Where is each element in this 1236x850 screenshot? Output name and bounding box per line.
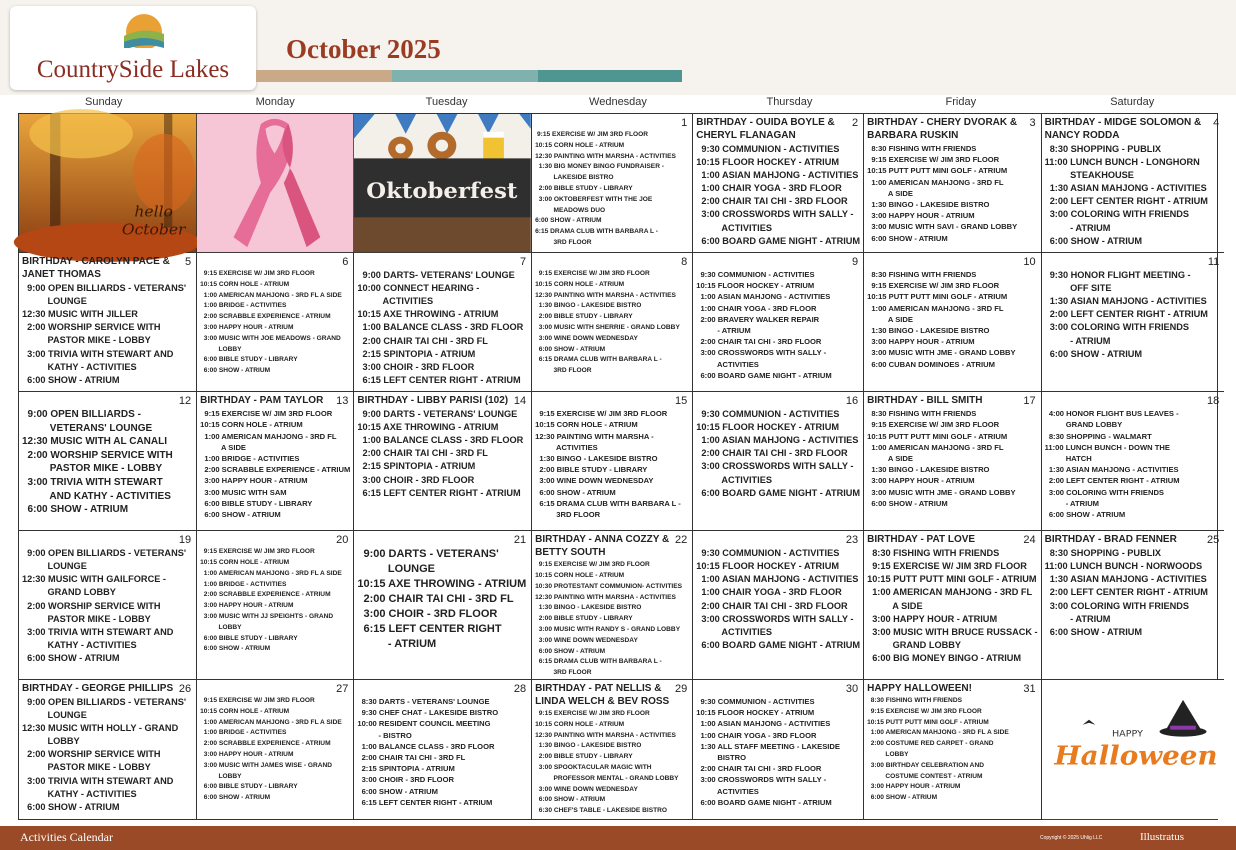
event-list: 8:30 DARTS - VETERANS' LOUNGE 9:30 CHEF CHAT - LAKESIDE BISTRO 10:00 RESIDENT COUNCIL MEETING - BISTRO 1:00 BALANCE CLASS - 3RD FLOOR 2:00 CHAIR TAI CHI - 3RD FL 2:15 SPINTOPIA - ATRIUM 3:00 CHOIR - 3RD FLOOR 6:00 SHOW - ATRIUM 6:15 LEFT CENTER RIGHT - ATRIUM bbox=[357, 696, 499, 807]
day-cell-29 bbox=[532, 680, 693, 819]
birthday-heading: BIRTHDAY - GEORGE PHILLIPS bbox=[22, 682, 174, 694]
day-number: 14 bbox=[513, 395, 527, 408]
event-list: 9:15 EXERCISE W/ JIM 3RD FLOOR 10:15 CORN HOLE - ATRIUM 1:00 AMERICAN MAHJONG - 3RD FL A SIDE 1:00 BRIDGE - ACTIVITIES 2:00 SCRABBLE EXPERIENCE - ATRIUM 3:00 HAPPY HOUR - ATRIUM 3:00 MUSIC WITH JOE MEADOWS - GRAND LOBBY 6:00 BIBLE STUDY - LIBRARY 6:00 SHOW - ATRIUM bbox=[200, 270, 342, 375]
birthday-heading: BIRTHDAY - CHERY DVORAK & BARBARA RUSKIN bbox=[867, 117, 1018, 141]
birthday-heading: BIRTHDAY - OUIDA BOYLE & CHERYL FLANAGAN bbox=[696, 117, 835, 141]
day-cell-27 bbox=[197, 680, 354, 819]
event-list: 9:30 COMMUNION - ACTIVITIES 10:15 FLOOR HOCKEY - ATRIUM 1:00 ASIAN MAHJONG - ACTIVITIES 1:00 CHAIR YOGA - 3RD FLOOR 1:30 ALL STAFF MEETING - LAKESIDE BISTRO 2:00 CHAIR TAI CHI - 3RD FLOOR 3:00 CROSSWORDS WITH SALLY - ACTIVITIES 6:00 BOARD GAME NIGHT - ATRIUM bbox=[696, 696, 840, 807]
event-list: 9:00 DARTS - VETERANS' LOUNGE 10:15 AXE THROWING - ATRIUM 2:00 CHAIR TAI CHI - 3RD FL 3:00 CHOIR - 3RD FLOOR 6:15 LEFT CENTER RIGHT - ATRIUM bbox=[357, 548, 527, 651]
day-cell-5 bbox=[19, 253, 197, 392]
header-bar-tan bbox=[256, 70, 392, 82]
event-list: 9:15 EXERCISE W/ JIM 3RD FLOOR 10:15 CORN HOLE - ATRIUM 12:30 PAINTING WITH MARSHA - ACTIVITIES 1:30 BINGO - LAKESIDE BISTRO 2:00 BIBLE STUDY - LIBRARY 3:00 MUSIC WITH SHERRIE - GRAND LOBBY 3:00 WINE DOWN WEDNESDAY 6:00 SHOW - ATRIUM 6:15 DRAMA CLUB WITH BARBARA L - 3RD FLOOR bbox=[535, 270, 680, 375]
pink-ribbon-image bbox=[197, 114, 353, 252]
day-cell-9 bbox=[693, 253, 864, 392]
day-cell-20 bbox=[197, 531, 354, 680]
day-number: 12 bbox=[178, 395, 192, 408]
event-list: 8:30 FISHING WITH FRIENDS 9:15 EXERCISE W/ JIM 3RD FLOOR 10:15 PUTT PUTT MINI GOLF - ATRIUM 1:00 AMERICAN MAHJONG - 3RD FL A SIDE 1:30 BINGO - LAKESIDE BISTRO 3:00 HAPPY HOUR - ATRIUM 3:00 MUSIC WITH JME - GRAND LOBBY 6:00 SHOW - ATRIUM bbox=[867, 409, 1016, 508]
day-cell-4 bbox=[1042, 114, 1225, 253]
day-cell-6 bbox=[197, 253, 354, 392]
day-cell-15 bbox=[532, 392, 693, 531]
calendar-grid bbox=[18, 113, 1218, 820]
event-list: 9:00 DARTS - VETERANS' LOUNGE 10:15 AXE THROWING - ATRIUM 1:00 BALANCE CLASS - 3RD FLOOR 2:00 CHAIR TAI CHI - 3RD FL 2:15 SPINTOPIA - ATRIUM 3:00 CHOIR - 3RD FLOOR 6:15 LEFT CENTER RIGHT - ATRIUM bbox=[357, 409, 524, 498]
sun-lake-logo-icon bbox=[118, 12, 170, 56]
event-list: 9:15 EXERCISE W/ JIM 3RD FLOOR 10:15 CORN HOLE - ATRIUM 1:00 AMERICAN MAHJONG - 3RD FL A SIDE 1:00 BRIDGE - ACTIVITIES 2:00 SCRABBLE EXPERIENCE - ATRIUM 3:00 HAPPY HOUR - ATRIUM 3:00 MUSIC WITH SAM 6:00 BIBLE STUDY - LIBRARY 6:00 SHOW - ATRIUM bbox=[200, 409, 351, 519]
day-number: 1 bbox=[681, 117, 688, 129]
svg-text:HAPPY: HAPPY bbox=[1111, 728, 1143, 740]
day-number: 29 bbox=[674, 682, 688, 695]
weekday-label: Saturday bbox=[1110, 96, 1155, 108]
day-number: 6 bbox=[342, 256, 349, 269]
event-list: 8:30 FISHING WITH FRIENDS 9:15 EXERCISE W/ JIM 3RD FLOOR 10:15 PUTT PUTT MINI GOLF - ATRIUM 1:00 AMERICAN MAHJONG - 3RD FL A SIDE 1:30 BINGO - LAKESIDE BISTRO 3:00 HAPPY HOUR - ATRIUM 3:00 MUSIC WITH JME - GRAND LOBBY 6:00 CUBAN DOMINOES - ATRIUM bbox=[867, 270, 1016, 369]
day-number: 28 bbox=[513, 682, 527, 695]
brand-name: Illustratus bbox=[1140, 831, 1184, 843]
day-number: 4 bbox=[1213, 117, 1220, 129]
happy-halloween-image bbox=[1042, 680, 1225, 819]
image-cell bbox=[19, 114, 197, 253]
birthday-heading: BIRTHDAY - PAT LOVE bbox=[867, 534, 976, 546]
event-list: 8:30 SHOPPING - PUBLIX 11:00 LUNCH BUNCH - LONGHORN STEAKHOUSE 1:30 ASIAN MAHJONG - ACTIVITIES 2:00 LEFT CENTER RIGHT - ATRIUM 3:00 COLORING WITH FRIENDS - ATRIUM 6:00 SHOW - ATRIUM bbox=[1044, 144, 1208, 246]
day-cell-17 bbox=[864, 392, 1042, 531]
footer-label: Activities Calendar bbox=[20, 830, 113, 844]
event-list: 9:00 OPEN BILLIARDS - VETERANS' LOUNGE 12:30 MUSIC WITH AL CANALI 2:00 WORSHIP SERVICE WITH PASTOR MIKE - LOBBY 3:00 TRIVIA WITH STEWART AND KATHY - ACTIVITIES 6:00 SHOW - ATRIUM bbox=[22, 409, 173, 516]
event-list: 4:00 HONOR FLIGHT BUS LEAVES - GRAND LOBBY 8:30 SHOPPING - WALMART 11:00 LUNCH BUNCH - DOWN THE HATCH 1:30 ASIAN MAHJONG - ACTIVITIES 2:00 LEFT CENTER RIGHT - ATRIUM 3:00 COLORING WITH FRIENDS - ATRIUM 6:00 SHOW - ATRIUM bbox=[1044, 409, 1180, 519]
oktoberfest-text: Oktoberfest bbox=[366, 178, 518, 204]
day-number: 11 bbox=[1207, 256, 1220, 269]
day-number: 13 bbox=[336, 395, 349, 408]
day-cell-3 bbox=[864, 114, 1042, 253]
month-title: October 2025 bbox=[286, 34, 441, 64]
event-list: 9:00 OPEN BILLIARDS - VETERANS' LOUNGE 12:30 MUSIC WITH HOLLY - GRAND LOBBY 2:00 WORSHIP SERVICE WITH PASTOR MIKE - LOBBY 3:00 TRIVIA WITH STEWART AND KATHY - ACTIVITIES 6:00 SHOW - ATRIUM bbox=[22, 696, 187, 812]
day-number: 7 bbox=[520, 256, 527, 269]
birthday-heading: BIRTHDAY - PAM TAYLOR bbox=[200, 395, 324, 407]
day-cell-23 bbox=[693, 531, 864, 680]
event-list: 9:30 COMMUNION - ACTIVITIES 10:15 FLOOR HOCKEY - ATRIUM 1:00 ASIAN MAHJONG - ACTIVITIES 2:00 CHAIR TAI CHI - 3RD FLOOR 3:00 CROSSWORDS WITH SALLY - ACTIVITIES 6:00 BOARD GAME NIGHT - ATRIUM bbox=[696, 409, 861, 498]
day-cell-25 bbox=[1042, 531, 1225, 680]
day-cell-10 bbox=[864, 253, 1042, 392]
weekday-label: Wednesday bbox=[589, 96, 647, 108]
logo bbox=[10, 6, 256, 90]
birthday-heading: BIRTHDAY - ANNA COZZY & BETTY SOUTH bbox=[535, 534, 670, 559]
event-list: 9:30 HONOR FLIGHT MEETING - OFF SITE 1:30 ASIAN MAHJONG - ACTIVITIES 2:00 LEFT CENTER RIGHT - ATRIUM 3:00 COLORING WITH FRIENDS - ATRIUM 6:00 SHOW - ATRIUM bbox=[1049, 270, 1208, 359]
day-number: 31 bbox=[1023, 682, 1036, 695]
day-cell-26 bbox=[19, 680, 197, 819]
event-list: 8:30 FISHING WITH FRIENDS 9:15 EXERCISE W/ JIM 3RD FLOOR 10:15 PUTT PUTT MINI GOLF - ATRIUM 1:00 AMERICAN MAHJONG - 3RD FL A SIDE 3:00 HAPPY HOUR - ATRIUM 3:00 MUSIC WITH BRUCE RUSSACK - GRAND LOBBY 6:00 BIG MONEY BINGO - ATRIUM bbox=[867, 548, 1038, 663]
day-cell-12 bbox=[19, 392, 197, 531]
weekday-label: Tuesday bbox=[425, 96, 468, 108]
event-list: 8:30 SHOPPING - PUBLIX 11:00 LUNCH BUNCH - NORWOODS 1:30 ASIAN MAHJONG - ACTIVITIES 2:00 LEFT CENTER RIGHT - ATRIUM 3:00 COLORING WITH FRIENDS - ATRIUM 6:00 SHOW - ATRIUM bbox=[1044, 548, 1208, 637]
copyright: Copyright © 2025 Uhlig LLC bbox=[1040, 835, 1103, 841]
event-list: 9:15 EXERCISE W/ JIM 3RD FLOOR 10:15 CORN HOLE - ATRIUM 1:00 AMERICAN MAHJONG - 3RD FL A SIDE 1:00 BRIDGE - ACTIVITIES 2:00 SCRABBLE EXPERIENCE - ATRIUM 3:00 HAPPY HOUR - ATRIUM 3:00 MUSIC WITH JJ SPEIGHTS - GRAND LOBBY 6:00 BIBLE STUDY - LIBRARY 6:00 SHOW - ATRIUM bbox=[200, 548, 342, 653]
weekday-header bbox=[18, 96, 1218, 112]
day-number: 9 bbox=[851, 256, 859, 269]
day-cell-1 bbox=[532, 114, 693, 253]
svg-text:Halloween: Halloween bbox=[1054, 741, 1218, 772]
day-cell-11 bbox=[1042, 253, 1225, 392]
day-cell-30 bbox=[693, 680, 864, 819]
day-number: 17 bbox=[1023, 395, 1036, 408]
day-number: 2 bbox=[851, 117, 859, 129]
day-cell-18 bbox=[1042, 392, 1225, 531]
day-cell-2 bbox=[693, 114, 864, 253]
header-bar-teal bbox=[538, 70, 682, 82]
day-cell-24 bbox=[864, 531, 1042, 680]
day-number: 22 bbox=[674, 534, 688, 547]
image-cell bbox=[197, 114, 354, 253]
day-number: 26 bbox=[178, 682, 192, 695]
day-cell-28 bbox=[354, 680, 532, 819]
day-number: 3 bbox=[1029, 117, 1036, 129]
footer bbox=[0, 826, 1236, 850]
event-list: 9:30 COMMUNION - ACTIVITIES 10:15 FLOOR HOCKEY - ATRIUM 1:00 ASIAN MAHJONG - ACTIVITIES 1:00 CHAIR YOGA - 3RD FLOOR 2:00 CHAIR TAI CHI - 3RD FLOOR 3:00 CROSSWORDS WITH SALLY - ACTIVITIES 6:00 BOARD GAME NIGHT - ATRIUM bbox=[696, 548, 861, 650]
day-number: 24 bbox=[1023, 534, 1036, 547]
day-number: 18 bbox=[1207, 395, 1220, 408]
day-number: 21 bbox=[513, 534, 527, 547]
birthday-heading: BIRTHDAY - CAROLYN PACE & JANET THOMAS bbox=[22, 256, 170, 281]
day-number: 20 bbox=[336, 534, 349, 547]
day-number: 25 bbox=[1207, 534, 1220, 547]
header-bar-teal-light bbox=[392, 70, 538, 82]
weekday-label: Thursday bbox=[766, 96, 813, 108]
day-cell-14 bbox=[354, 392, 532, 531]
weekday-label: Monday bbox=[255, 96, 295, 108]
event-list: 9:30 COMMUNION - ACTIVITIES 10:15 FLOOR HOCKEY - ATRIUM 1:00 ASIAN MAHJONG - ACTIVITIES 1:00 CHAIR YOGA - 3RD FLOOR 2:00 BRAVERY WALKER REPAIR - ATRIUM 2:00 CHAIR TAI CHI - 3RD FLOOR 3:00 CROSSWORDS WITH SALLY - ACTIVITIES 6:00 BOARD GAME NIGHT - ATRIUM bbox=[696, 270, 832, 380]
birthday-heading: BIRTHDAY - PAT NELLIS & LINDA WELCH & BEV ROSS bbox=[535, 682, 670, 707]
day-number: 10 bbox=[1023, 256, 1036, 269]
logo-text: CountrySide Lakes bbox=[36, 56, 230, 83]
event-list: 9:15 EXERCISE W/ JIM 3RD FLOOR 10:15 CORN HOLE - ATRIUM 1:00 AMERICAN MAHJONG - 3RD FL A SIDE 1:00 BRIDGE - ACTIVITIES 2:00 SCRABBLE EXPERIENCE - ATRIUM 3:00 HAPPY HOUR - ATRIUM 3:00 MUSIC WITH JAMES WISE - GRAND LOBBY 6:00 BIBLE STUDY - LIBRARY 6:00 SHOW - ATRIUM bbox=[200, 696, 342, 802]
event-list: 9:30 COMMUNION - ACTIVITIES 10:15 FLOOR HOCKEY - ATRIUM 1:00 ASIAN MAHJONG - ACTIVITIES 1:00 CHAIR YOGA - 3RD FLOOR 2:00 CHAIR TAI CHI - 3RD FLOOR 3:00 CROSSWORDS WITH SALLY - ACTIVITIES 6:00 BOARD GAME NIGHT - ATRIUM bbox=[696, 144, 861, 246]
day-cell-22 bbox=[532, 531, 693, 680]
birthday-heading: BIRTHDAY - BILL SMITH bbox=[867, 395, 983, 407]
autumn-leaves-image bbox=[19, 114, 196, 252]
event-list: 9:15 EXERCISE W/ JIM 3RD FLOOR 10:15 CORN HOLE - ATRIUM 12:30 PAINTING WITH MARSHA - ACTIVITIES 1:30 BINGO - LAKESIDE BISTRO 2:00 BIBLE STUDY - LIBRARY 3:00 WINE DOWN WEDNESDAY 6:00 SHOW - ATRIUM 6:15 DRAMA CLUB WITH BARBARA L - 3RD FLOOR bbox=[535, 409, 681, 519]
day-number: 8 bbox=[681, 256, 688, 269]
day-number: 15 bbox=[674, 395, 688, 408]
event-list: 9:00 DARTS- VETERANS' LOUNGE 10:00 CONNECT HEARING - ACTIVITIES 10:15 AXE THROWING - ATRIUM 1:00 BALANCE CLASS - 3RD FLOOR 2:00 CHAIR TAI CHI - 3RD FL 2:15 SPINTOPIA - ATRIUM 3:00 CHOIR - 3RD FLOOR 6:15 LEFT CENTER RIGHT - ATRIUM bbox=[357, 270, 524, 385]
oktoberfest-image bbox=[354, 114, 531, 252]
hello-october-text: hello October bbox=[121, 202, 186, 239]
day-cell-16 bbox=[693, 392, 864, 531]
day-cell-7 bbox=[354, 253, 532, 392]
day-number: 5 bbox=[185, 256, 192, 269]
weekday-label: Sunday bbox=[85, 96, 123, 108]
event-list: 8:30 FISHING WITH FRIENDS 9:15 EXERCISE W/ JIM 3RD FLOOR 10:15 PUTT PUTT MINI GOLF - ATRIUM 1:00 AMERICAN MAHJONG - 3RD FL A SIDE 2:00 COSTUME RED CARPET - GRAND LOBBY 3:00 BIRTHDAY CELEBRATION AND COSTUME CONTEST - ATRIUM 3:00 HAPPY HOUR - ATRIUM 6:00 SHOW - ATRIUM bbox=[867, 696, 1009, 802]
day-number: 19 bbox=[178, 534, 192, 547]
event-list: 9:15 EXERCISE W/ JIM 3RD FLOOR 10:15 CORN HOLE - ATRIUM 10:30 PROTESTANT COMMUNION- ACTIVITIES 12:30 PAINTING WITH MARSHA - ACTIVITIES 1:30 BINGO - LAKESIDE BISTRO 2:00 BIBLE STUDY - LIBRARY 3:00 MUSIC WITH RANDY S - GRAND LOBBY 3:00 WINE DOWN WEDNESDAY 6:00 SHOW - ATRIUM 6:15 DRAMA CLUB WITH BARBARA L - 3RD FLOOR bbox=[535, 561, 683, 677]
event-list: 9:15 EXERCISE W/ JIM 3RD FLOOR 10:15 CORN HOLE - ATRIUM 12:30 PAINTING WITH MARSHA - ACTIVITIES 1:30 BIG MONEY BINGO FUNDRAISER - LAKESIDE BISTRO 2:00 BIBLE STUDY - LIBRARY 3:00 OKTOBERFEST WITH THE JOE MEADOWS DUO 6:00 SHOW - ATRIUM 6:15 DRAMA CLUB WITH BARBARA L - 3RD FLOOR bbox=[535, 131, 676, 246]
day-cell-21 bbox=[354, 531, 532, 680]
image-cell bbox=[1042, 680, 1225, 819]
day-cell-31 bbox=[864, 680, 1042, 819]
event-list: 9:00 OPEN BILLIARDS - VETERANS' LOUNGE 12:30 MUSIC WITH GAILFORCE - GRAND LOBBY 2:00 WORSHIP SERVICE WITH PASTOR MIKE - LOBBY 3:00 TRIVIA WITH STEWART AND KATHY - ACTIVITIES 6:00 SHOW - ATRIUM bbox=[22, 548, 187, 663]
day-cell-13 bbox=[197, 392, 354, 531]
day-number: 23 bbox=[845, 534, 859, 547]
day-number: 16 bbox=[845, 395, 859, 408]
weekday-label: Friday bbox=[945, 96, 977, 108]
event-list: 9:00 OPEN BILLIARDS - VETERANS' LOUNGE 12:30 MUSIC WITH JILLER 2:00 WORSHIP SERVICE WITH PASTOR MIKE - LOBBY 3:00 TRIVIA WITH STEWART AND KATHY - ACTIVITIES 6:00 SHOW - ATRIUM bbox=[22, 283, 187, 385]
birthday-heading: HAPPY HALLOWEEN! bbox=[867, 682, 972, 694]
day-cell-8 bbox=[532, 253, 693, 392]
day-number: 27 bbox=[336, 682, 349, 695]
event-list: 8:30 FISHING WITH FRIENDS 9:15 EXERCISE W/ JIM 3RD FLOOR 10:15 PUTT PUTT MINI GOLF - ATRIUM 1:00 AMERICAN MAHJONG - 3RD FL A SIDE 1:30 BINGO - LAKESIDE BISTRO 3:00 HAPPY HOUR - ATRIUM 3:00 MUSIC WITH SAVI - GRAND LOBBY 6:00 SHOW - ATRIUM bbox=[867, 144, 1018, 243]
day-cell-19 bbox=[19, 531, 197, 680]
day-number: 30 bbox=[845, 682, 859, 695]
image-cell bbox=[354, 114, 532, 253]
birthday-heading: BIRTHDAY - LIBBY PARISI (102) bbox=[357, 395, 509, 407]
birthday-heading: BIRTHDAY - MIDGE SOLOMON & NANCY RODDA bbox=[1044, 117, 1202, 141]
event-list: 9:15 EXERCISE W/ JIM 3RD FLOOR 10:15 CORN HOLE - ATRIUM 12:30 PAINTING WITH MARSHA - ACTIVITIES 1:30 BINGO - LAKESIDE BISTRO 2:00 BIBLE STUDY - LIBRARY 3:00 SPOOKTACULAR MAGIC WITH PROFESSOR MENTAL - GRAND LOBBY 3:00 WINE DOWN WEDNESDAY 6:00 SHOW - ATRIUM 6:30 CHEF'S TABLE - LAKESIDE BISTRO bbox=[535, 709, 679, 815]
birthday-heading: BIRTHDAY - BRAD FENNER bbox=[1044, 534, 1177, 546]
